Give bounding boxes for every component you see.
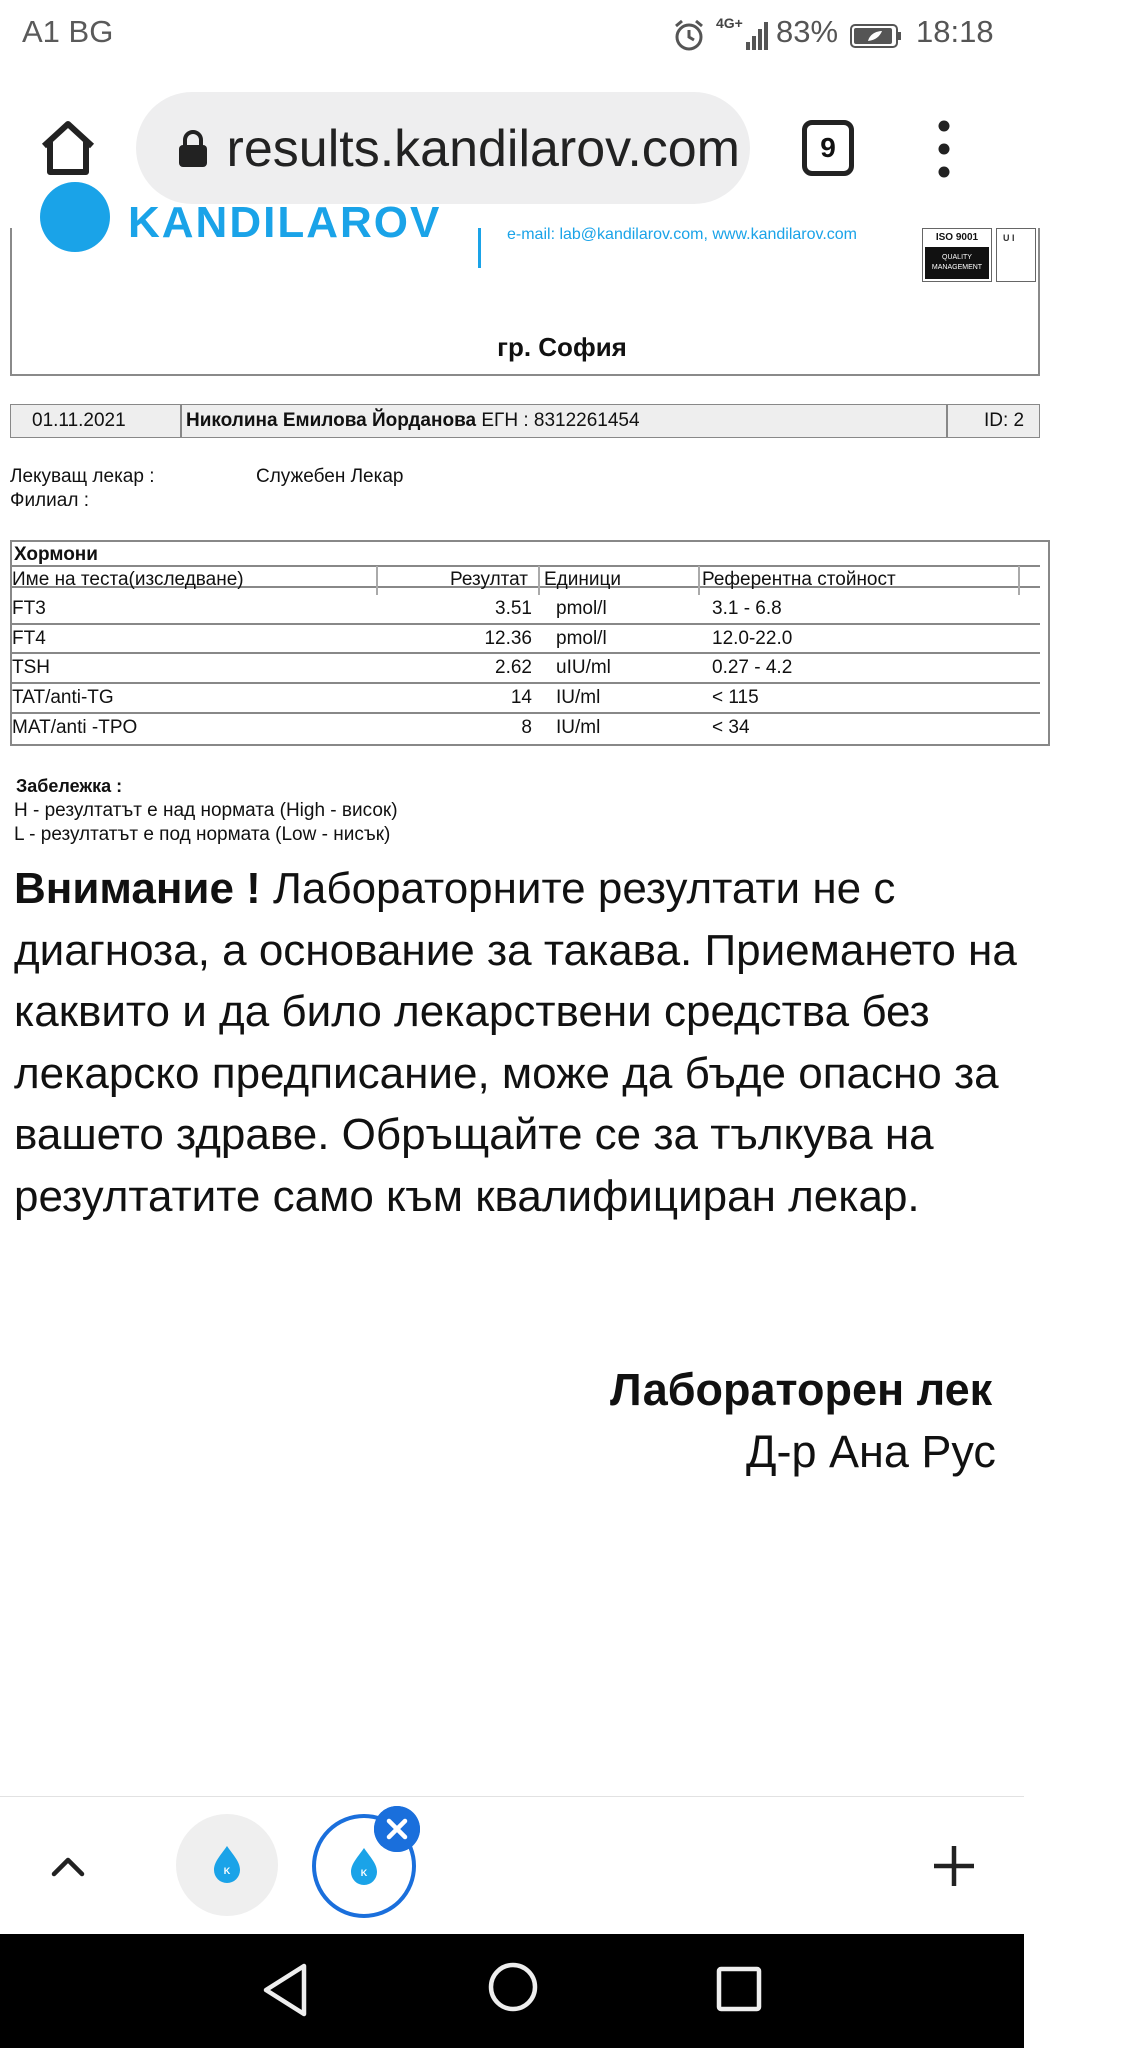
battery-percent: 83% xyxy=(776,14,839,49)
column-header-unit: Единици xyxy=(544,569,621,590)
iso-label: ISO 9001 xyxy=(935,232,979,243)
column-header-test: Име на теста(изследване) xyxy=(12,569,244,590)
column-header-reference: Референтна стойност xyxy=(702,569,896,590)
test-name: TAT/anti-TG xyxy=(12,687,114,708)
test-reference: < 34 xyxy=(712,717,750,738)
report-date: 01.11.2021 xyxy=(32,410,126,431)
lab-brand-wordmark: KANDILAROV xyxy=(128,198,442,247)
warning-text xyxy=(14,858,1094,1227)
lab-logo xyxy=(40,206,96,252)
test-unit: pmol/l xyxy=(556,628,607,649)
tab-thumbnail[interactable] xyxy=(176,1814,278,1916)
city-label: гр. София xyxy=(497,332,627,362)
divider xyxy=(180,404,182,438)
favicon-icon xyxy=(210,1844,244,1884)
divider xyxy=(698,566,700,595)
branch-label: Филиал : xyxy=(10,490,89,511)
favicon-icon xyxy=(347,1846,381,1886)
test-result: 14 xyxy=(510,687,532,708)
recents-icon[interactable] xyxy=(714,1964,764,2014)
network-type: 4G+ xyxy=(716,15,743,31)
test-name: FT3 xyxy=(12,598,46,619)
test-result: 3.51 xyxy=(495,598,532,619)
url-value: results.kandilarov.com xyxy=(226,120,740,178)
divider xyxy=(538,566,540,595)
test-name: TSH xyxy=(12,657,50,678)
note-title: Забележка : xyxy=(16,776,123,796)
battery-icon xyxy=(850,24,902,48)
iso-certificate-badge xyxy=(922,228,992,282)
lab-doctor-name: Д-р Ана Рус xyxy=(746,1426,996,1477)
divider xyxy=(946,404,948,438)
divider xyxy=(1018,566,1020,595)
svg-text:K: K xyxy=(223,1866,231,1876)
test-result: 8 xyxy=(521,717,532,738)
warning-label: Внимание ! xyxy=(14,864,261,913)
contact-info[interactable]: e-mail: lab@kandilarov.com, www.kandilarov.com xyxy=(507,226,857,243)
test-name: FT4 xyxy=(12,628,46,649)
certificate-badge: U I xyxy=(996,228,1036,282)
divider xyxy=(10,623,1040,625)
patient-id: ID: 2 xyxy=(984,410,1025,431)
home-nav-icon[interactable] xyxy=(486,1960,540,2014)
new-tab-icon[interactable] xyxy=(930,1842,978,1890)
divider xyxy=(10,565,1040,567)
back-icon[interactable] xyxy=(258,1960,314,2020)
tab-count: 9 xyxy=(820,132,836,163)
treating-doctor-label: Лекуващ лекар : xyxy=(10,466,155,487)
divider xyxy=(10,652,1040,654)
clock: 18:18 xyxy=(916,14,994,49)
svg-text:K: K xyxy=(360,1868,368,1878)
test-unit: pmol/l xyxy=(556,598,607,619)
tab-strip xyxy=(0,1796,1024,1935)
iso-sublabel: QUALITY MANAGEMENT xyxy=(925,247,989,279)
patient-egn: ЕГН : 8312261454 xyxy=(481,410,640,431)
test-unit: uIU/ml xyxy=(556,657,611,678)
url-text[interactable] xyxy=(226,118,740,180)
header-divider xyxy=(478,228,481,268)
test-name: MAT/anti -TPO xyxy=(12,717,138,738)
more-menu-icon[interactable] xyxy=(930,118,958,180)
test-reference: 12.0-22.0 xyxy=(712,628,793,649)
note-high: H - резултатът е над нормата (High - висок) xyxy=(14,800,398,821)
test-unit: IU/ml xyxy=(556,717,601,738)
warning-body: Лабораторните резултати не с диагноза, а основание за такава. Приемането на каквито и да било лекарствени средства без лекарско предписание, може да бъде опасно за вашето здраве. Обръщайте се за тълкува на резултатите само към квалифициран лекар. xyxy=(14,864,1017,1221)
test-unit: IU/ml xyxy=(556,687,601,708)
divider xyxy=(10,682,1040,684)
alarm-icon xyxy=(672,18,706,52)
signal-icon xyxy=(744,18,772,50)
section-title: Хормони xyxy=(14,544,98,565)
test-result: 12.36 xyxy=(484,628,532,649)
note-low: L - резултатът е под нормата (Low - нисък) xyxy=(14,824,391,845)
tab-switcher-button[interactable] xyxy=(802,120,854,176)
patient-name xyxy=(186,410,640,432)
home-button[interactable] xyxy=(36,116,100,180)
test-reference: 3.1 - 6.8 xyxy=(712,598,782,619)
patient-full-name: Николина Емилова Йорданова xyxy=(186,410,477,431)
close-tab-icon[interactable] xyxy=(374,1806,420,1852)
column-header-result: Резултат xyxy=(450,569,528,590)
test-reference: < 115 xyxy=(712,687,759,708)
carrier-name: A1 BG xyxy=(22,14,114,49)
lock-icon xyxy=(176,128,210,168)
test-reference: 0.27 - 4.2 xyxy=(712,657,793,678)
chevron-up-icon[interactable] xyxy=(44,1842,92,1890)
divider xyxy=(10,712,1040,714)
treating-doctor-value: Служебен Лекар xyxy=(256,466,404,487)
lab-doctor-title: Лабораторен лек xyxy=(610,1364,993,1415)
divider xyxy=(376,566,378,595)
test-result: 2.62 xyxy=(495,657,532,678)
